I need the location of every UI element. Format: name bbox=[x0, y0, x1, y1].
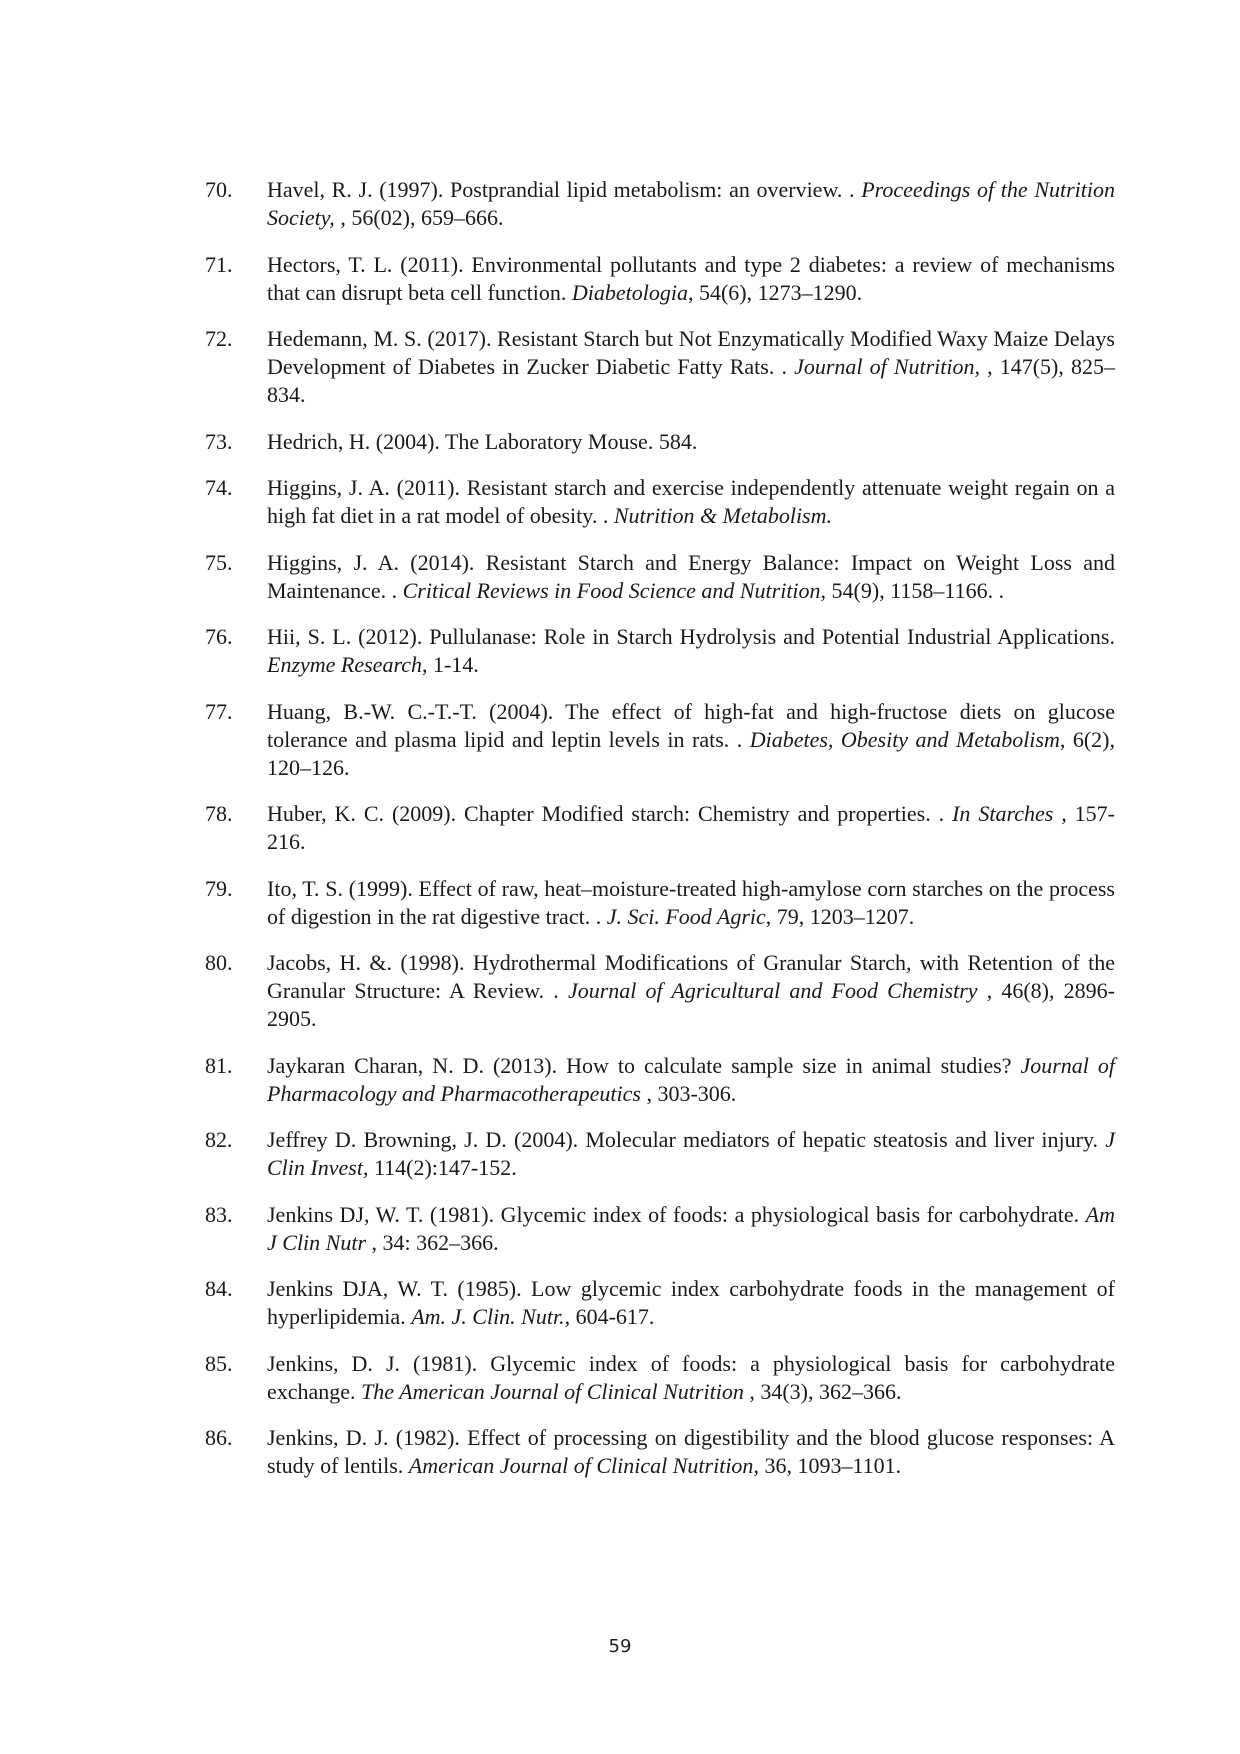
reference-text: Jenkins, D. J. (1981). Glycemic index of foods: a physiological basis for carbohydrate exchange. The American Journal of Clinical Nutrition , 34(3), 362–366. bbox=[267, 1350, 1115, 1404]
journal-title: J. Sci. Food Agric bbox=[606, 903, 766, 929]
reference-item bbox=[205, 875, 1115, 931]
reference-number: 83. bbox=[205, 1201, 233, 1227]
reference-text: Huber, K. C. (2009). Chapter Modified starch: Chemistry and properties. . In Starches , 157-216. bbox=[267, 801, 1115, 854]
reference-number: 82. bbox=[205, 1127, 233, 1152]
reference-text: Jaykaran Charan, N. D. (2013). How to calculate sample size in animal studies? Journal of Pharmacology and Pharmacotherapeutics , 303-306. bbox=[267, 1052, 1115, 1106]
reference-number: 81. bbox=[205, 1052, 233, 1078]
reference-text: Jenkins DJA, W. T. (1985). Low glycemic index carbohydrate foods in the management of hyperlipidemia. Am. J. Clin. Nutr., 604-617. bbox=[267, 1276, 1115, 1329]
reference-number: 79. bbox=[205, 875, 233, 901]
journal-title: The American Journal of Clinical Nutrition bbox=[361, 1378, 744, 1404]
reference-item bbox=[205, 474, 1115, 530]
reference-number: 78. bbox=[205, 801, 233, 826]
journal-title: Proceedings of the Nutrition Society, bbox=[267, 177, 1115, 230]
reference-text: Jenkins DJ, W. T. (1981). Glycemic index of foods: a physiological basis for carbohydrate. Am J Clin Nutr , 34: 362–366. bbox=[267, 1201, 1115, 1255]
reference-number: 73. bbox=[205, 428, 233, 454]
reference-number: 80. bbox=[205, 950, 233, 975]
reference-item bbox=[205, 1126, 1115, 1182]
reference-text: Hedemann, M. S. (2017). Resistant Starch but Not Enzymatically Modified Waxy Maize Delays Development of Diabetes in Zucker Diabetic Fatty Rats. . Journal of Nutrition, , 147(5), 825–834. bbox=[267, 326, 1115, 407]
reference-item bbox=[205, 1275, 1115, 1331]
journal-title: Enzyme Research bbox=[267, 652, 422, 677]
reference-text: Ito, T. S. (1999). Effect of raw, heat–moisture-treated high-amylose corn starches on the process of digestion in the rat digestive tract. . J. Sci. Food Agric, 79, 1203–1207. bbox=[267, 875, 1115, 929]
reference-item bbox=[205, 949, 1115, 1033]
journal-title: Journal of Pharmacology and Pharmacotherapeutics bbox=[267, 1052, 1115, 1106]
reference-text: Higgins, J. A. (2011). Resistant starch and exercise independently attenuate weight regain on a high fat diet in a rat model of obesity. . Nutrition & Metabolism. bbox=[267, 475, 1115, 528]
reference-number: 71. bbox=[205, 251, 233, 277]
reference-text: Jenkins, D. J. (1982). Effect of processing on digestibility and the blood glucose responses: A study of lentils. American Journal of Clinical Nutrition, 36, 1093–1101. bbox=[267, 1425, 1115, 1478]
reference-item bbox=[205, 428, 1115, 456]
reference-item bbox=[205, 623, 1115, 679]
reference-text: Jeffrey D. Browning, J. D. (2004). Molecular mediators of hepatic steatosis and liver injury. J Clin Invest, 114(2):147-152. bbox=[267, 1127, 1115, 1180]
journal-title: In Starches bbox=[952, 801, 1054, 826]
reference-item bbox=[205, 176, 1115, 232]
reference-item bbox=[205, 800, 1115, 856]
journal-title: Diabetes, Obesity and Metabolism bbox=[749, 726, 1060, 752]
reference-number: 72. bbox=[205, 326, 233, 351]
reference-item bbox=[205, 325, 1115, 409]
journal-title: Critical Reviews in Food Science and Nutrition bbox=[402, 577, 821, 603]
reference-text: Huang, B.-W. C.-T.-T. (2004). The effect of high-fat and high-fructose diets on glucose tolerance and plasma lipid and leptin levels in rats. . Diabetes, Obesity and Metabolism, 6(2), 120–126. bbox=[267, 698, 1115, 780]
reference-number: 74. bbox=[205, 475, 233, 500]
reference-item bbox=[205, 1201, 1115, 1257]
reference-text: Jacobs, H. &. (1998). Hydrothermal Modifications of Granular Starch, with Retention of the Granular Structure: A Review. . Journal of Agricultural and Food Chemistry , 46(8), 2896-2905. bbox=[267, 950, 1115, 1031]
reference-number: 70. bbox=[205, 177, 233, 202]
journal-title: Nutrition & Metabolism. bbox=[613, 503, 833, 528]
reference-list bbox=[205, 176, 1115, 1499]
reference-number: 76. bbox=[205, 624, 233, 649]
journal-title: Journal of Agricultural and Food Chemistry bbox=[567, 978, 978, 1003]
journal-title: Journal of Nutrition, bbox=[794, 354, 988, 379]
reference-text: Hii, S. L. (2012). Pullulanase: Role in Starch Hydrolysis and Potential Industrial Applications. Enzyme Research, 1-14. bbox=[267, 624, 1115, 677]
reference-number: 77. bbox=[205, 698, 233, 724]
reference-number: 85. bbox=[205, 1350, 233, 1376]
journal-title: Am. J. Clin. Nutr. bbox=[411, 1304, 565, 1329]
reference-text: Hedrich, H. (2004). The Laboratory Mouse. 584. bbox=[267, 428, 698, 454]
reference-item bbox=[205, 549, 1115, 605]
reference-item bbox=[205, 251, 1115, 307]
reference-text: Higgins, J. A. (2014). Resistant Starch and Energy Balance: Impact on Weight Loss and Maintenance. . Critical Reviews in Food Science and Nutrition, 54(9), 1158–1166. . bbox=[267, 549, 1115, 603]
journal-title: Diabetologia bbox=[571, 279, 688, 305]
reference-item bbox=[205, 1350, 1115, 1406]
reference-item bbox=[205, 1424, 1115, 1480]
reference-number: 84. bbox=[205, 1276, 233, 1301]
journal-title: J Clin Invest bbox=[267, 1127, 1115, 1180]
reference-text: Hectors, T. L. (2011). Environmental pollutants and type 2 diabetes: a review of mechanisms that can disrupt beta cell function. Diabetologia, 54(6), 1273–1290. bbox=[267, 251, 1115, 305]
reference-text: Havel, R. J. (1997). Postprandial lipid metabolism: an overview. . Proceedings of the Nutrition Society, , 56(02), 659–666. bbox=[267, 177, 1115, 230]
reference-number: 86. bbox=[205, 1425, 233, 1450]
page-number: 59 bbox=[608, 1636, 632, 1657]
reference-item bbox=[205, 698, 1115, 782]
journal-title: Am J Clin Nutr bbox=[267, 1201, 1115, 1255]
reference-item bbox=[205, 1052, 1115, 1108]
journal-title: American Journal of Clinical Nutrition bbox=[408, 1453, 754, 1478]
reference-number: 75. bbox=[205, 549, 233, 575]
